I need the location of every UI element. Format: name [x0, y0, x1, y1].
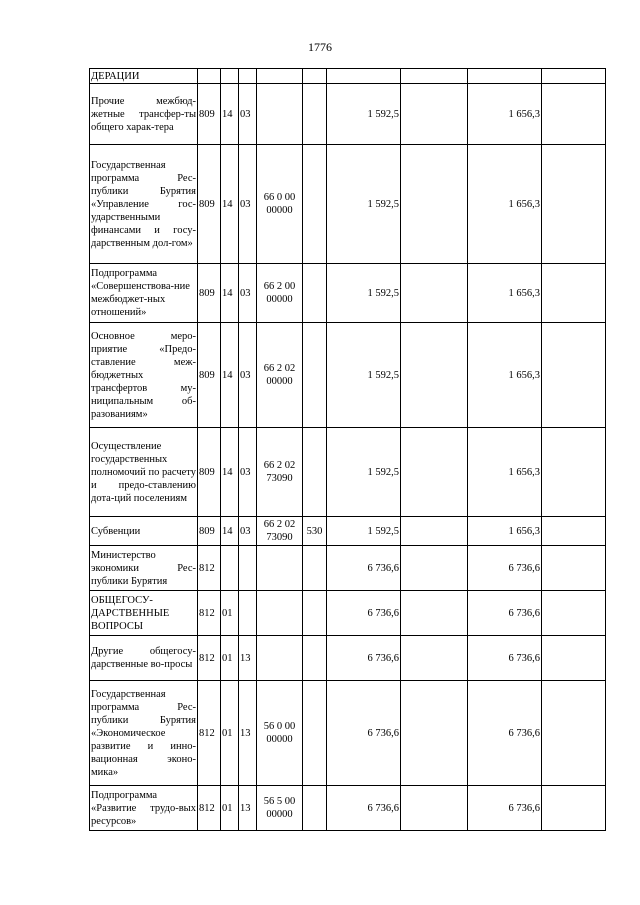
sum1-cell: 6 736,6 [327, 786, 401, 831]
empty-cell [542, 428, 606, 517]
pr-cell [239, 69, 257, 84]
ved-cell: 809 [198, 428, 221, 517]
empty-cell [401, 681, 468, 786]
row-name-cell: Государственная программа Рес-публики Бурятия «Управление гос-ударственными финансами и госу-дарственным дол-гом» [90, 145, 198, 264]
vr-cell [303, 323, 327, 428]
rz-cell: 01 [221, 786, 239, 831]
empty-cell [542, 69, 606, 84]
rz-cell: 14 [221, 428, 239, 517]
csr-line-1: 66 2 02 [263, 363, 296, 374]
sum2-cell [468, 69, 542, 84]
row-name-cell: Другие общегосу-дарственные во-просы [90, 636, 198, 681]
row-name-cell: Основное меро-приятие «Предо-ставление меж-бюджетных трансфертов му-ниципальным об-разованиям» [90, 323, 198, 428]
pr-cell: 03 [239, 428, 257, 517]
row-name-cell: Осуществление государственных полномочий по расчету и предо-ставлению дота-ций поселениям [90, 428, 198, 517]
csr-cell [257, 264, 303, 323]
vr-cell [303, 264, 327, 323]
table-row [90, 546, 606, 591]
csr-cell [257, 69, 303, 84]
pr-cell: 03 [239, 145, 257, 264]
table-row [90, 264, 606, 323]
pr-cell: 13 [239, 681, 257, 786]
table-row [90, 681, 606, 786]
table-row [90, 323, 606, 428]
sum2-cell: 6 736,6 [468, 591, 542, 636]
csr-line-2: 00000 [266, 205, 293, 216]
vr-cell [303, 84, 327, 145]
empty-cell [401, 636, 468, 681]
empty-cell [542, 546, 606, 591]
budget-table [89, 68, 606, 831]
csr-line-2: 73090 [266, 532, 293, 543]
sum2-cell: 6 736,6 [468, 786, 542, 831]
vr-cell [303, 681, 327, 786]
ved-cell: 809 [198, 264, 221, 323]
row-name-cell: ДЕРАЦИИ [90, 69, 198, 84]
sum2-cell: 1 656,3 [468, 428, 542, 517]
sum1-cell: 1 592,5 [327, 428, 401, 517]
rz-cell: 14 [221, 323, 239, 428]
row-name-cell: Подпрограмма «Развитие трудо-вых ресурсов» [90, 786, 198, 831]
row-name-cell: Подпрограмма «Совершенствова-ние межбюджет-ных отношений» [90, 264, 198, 323]
csr-line-1: 66 2 02 [263, 519, 296, 530]
csr-line-2: 00000 [266, 294, 293, 305]
rz-cell: 01 [221, 636, 239, 681]
sum1-cell [327, 69, 401, 84]
ved-cell: 809 [198, 84, 221, 145]
empty-cell [401, 591, 468, 636]
csr-cell [257, 428, 303, 517]
sum1-cell: 1 592,5 [327, 264, 401, 323]
empty-cell [401, 69, 468, 84]
empty-cell [401, 323, 468, 428]
table-row [90, 69, 606, 84]
empty-cell [542, 145, 606, 264]
empty-cell [401, 428, 468, 517]
sum1-cell: 1 592,5 [327, 84, 401, 145]
vr-cell: 530 [303, 517, 327, 546]
sum1-cell: 1 592,5 [327, 517, 401, 546]
empty-cell [401, 517, 468, 546]
empty-cell [401, 786, 468, 831]
pr-cell: 03 [239, 264, 257, 323]
row-name-cell: Субвенции [90, 517, 198, 546]
csr-line-1: 56 5 00 [263, 796, 296, 807]
pr-cell: 13 [239, 636, 257, 681]
rz-cell [221, 69, 239, 84]
vr-cell [303, 145, 327, 264]
table-row [90, 84, 606, 145]
csr-cell [257, 323, 303, 428]
pr-cell: 03 [239, 323, 257, 428]
csr-line-1: 66 2 02 [263, 460, 296, 471]
page-number: 1776 [308, 40, 332, 54]
ved-cell: 812 [198, 786, 221, 831]
rz-cell: 14 [221, 517, 239, 546]
csr-line-2: 00000 [266, 734, 293, 745]
csr-cell [257, 546, 303, 591]
empty-cell [401, 145, 468, 264]
pr-cell: 03 [239, 84, 257, 145]
sum1-cell: 1 592,5 [327, 323, 401, 428]
sum2-cell: 1 656,3 [468, 145, 542, 264]
csr-line-1: 66 0 00 [263, 192, 296, 203]
table-row [90, 145, 606, 264]
csr-cell [257, 517, 303, 546]
sum2-cell: 6 736,6 [468, 681, 542, 786]
sum1-cell: 6 736,6 [327, 546, 401, 591]
table-row [90, 428, 606, 517]
empty-cell [542, 636, 606, 681]
vr-cell [303, 786, 327, 831]
vr-cell [303, 428, 327, 517]
table-row [90, 517, 606, 546]
csr-line-2: 73090 [266, 473, 293, 484]
row-name-cell: Министерство экономики Рес-публики Бурятия [90, 546, 198, 591]
rz-cell: 14 [221, 264, 239, 323]
ved-cell: 812 [198, 591, 221, 636]
table-row [90, 636, 606, 681]
rz-cell [221, 546, 239, 591]
csr-line-1: 56 0 00 [263, 721, 296, 732]
pr-cell: 03 [239, 517, 257, 546]
empty-cell [542, 517, 606, 546]
rz-cell: 01 [221, 681, 239, 786]
csr-cell [257, 786, 303, 831]
row-name-cell: Прочие межбюд-жетные трансфер-ты общего харак-тера [90, 84, 198, 145]
csr-cell [257, 145, 303, 264]
ved-cell: 809 [198, 323, 221, 428]
sum2-cell: 6 736,6 [468, 546, 542, 591]
empty-cell [401, 84, 468, 145]
ved-cell: 812 [198, 636, 221, 681]
sum1-cell: 6 736,6 [327, 591, 401, 636]
sum2-cell: 1 656,3 [468, 264, 542, 323]
csr-cell [257, 591, 303, 636]
empty-cell [542, 323, 606, 428]
csr-line-2: 00000 [266, 809, 293, 820]
empty-cell [401, 546, 468, 591]
sum2-cell: 1 656,3 [468, 323, 542, 428]
vr-cell [303, 546, 327, 591]
table-row [90, 591, 606, 636]
sum2-cell: 6 736,6 [468, 636, 542, 681]
ved-cell: 809 [198, 517, 221, 546]
rz-cell: 14 [221, 145, 239, 264]
rz-cell: 01 [221, 591, 239, 636]
ved-cell: 812 [198, 681, 221, 786]
table-body [90, 69, 606, 831]
csr-line-1: 66 2 00 [263, 281, 296, 292]
pr-cell [239, 591, 257, 636]
sum1-cell: 6 736,6 [327, 636, 401, 681]
csr-line-2: 00000 [266, 376, 293, 387]
sum2-cell: 1 656,3 [468, 517, 542, 546]
empty-cell [542, 681, 606, 786]
pr-cell: 13 [239, 786, 257, 831]
sum2-cell: 1 656,3 [468, 84, 542, 145]
csr-cell [257, 636, 303, 681]
empty-cell [401, 264, 468, 323]
sum1-cell: 6 736,6 [327, 681, 401, 786]
ved-cell [198, 69, 221, 84]
sum1-cell: 1 592,5 [327, 145, 401, 264]
pr-cell [239, 546, 257, 591]
empty-cell [542, 591, 606, 636]
table-row [90, 786, 606, 831]
vr-cell [303, 591, 327, 636]
vr-cell [303, 69, 327, 84]
csr-cell [257, 84, 303, 145]
rz-cell: 14 [221, 84, 239, 145]
ved-cell: 812 [198, 546, 221, 591]
empty-cell [542, 84, 606, 145]
empty-cell [542, 264, 606, 323]
vr-cell [303, 636, 327, 681]
row-name-cell: ОБЩЕГОСУ-ДАРСТВЕННЫЕ ВОПРОСЫ [90, 591, 198, 636]
ved-cell: 809 [198, 145, 221, 264]
row-name-cell: Государственная программа Рес-публики Бурятия «Экономическое развитие и инно-вационная эконо-мика» [90, 681, 198, 786]
csr-cell [257, 681, 303, 786]
empty-cell [542, 786, 606, 831]
